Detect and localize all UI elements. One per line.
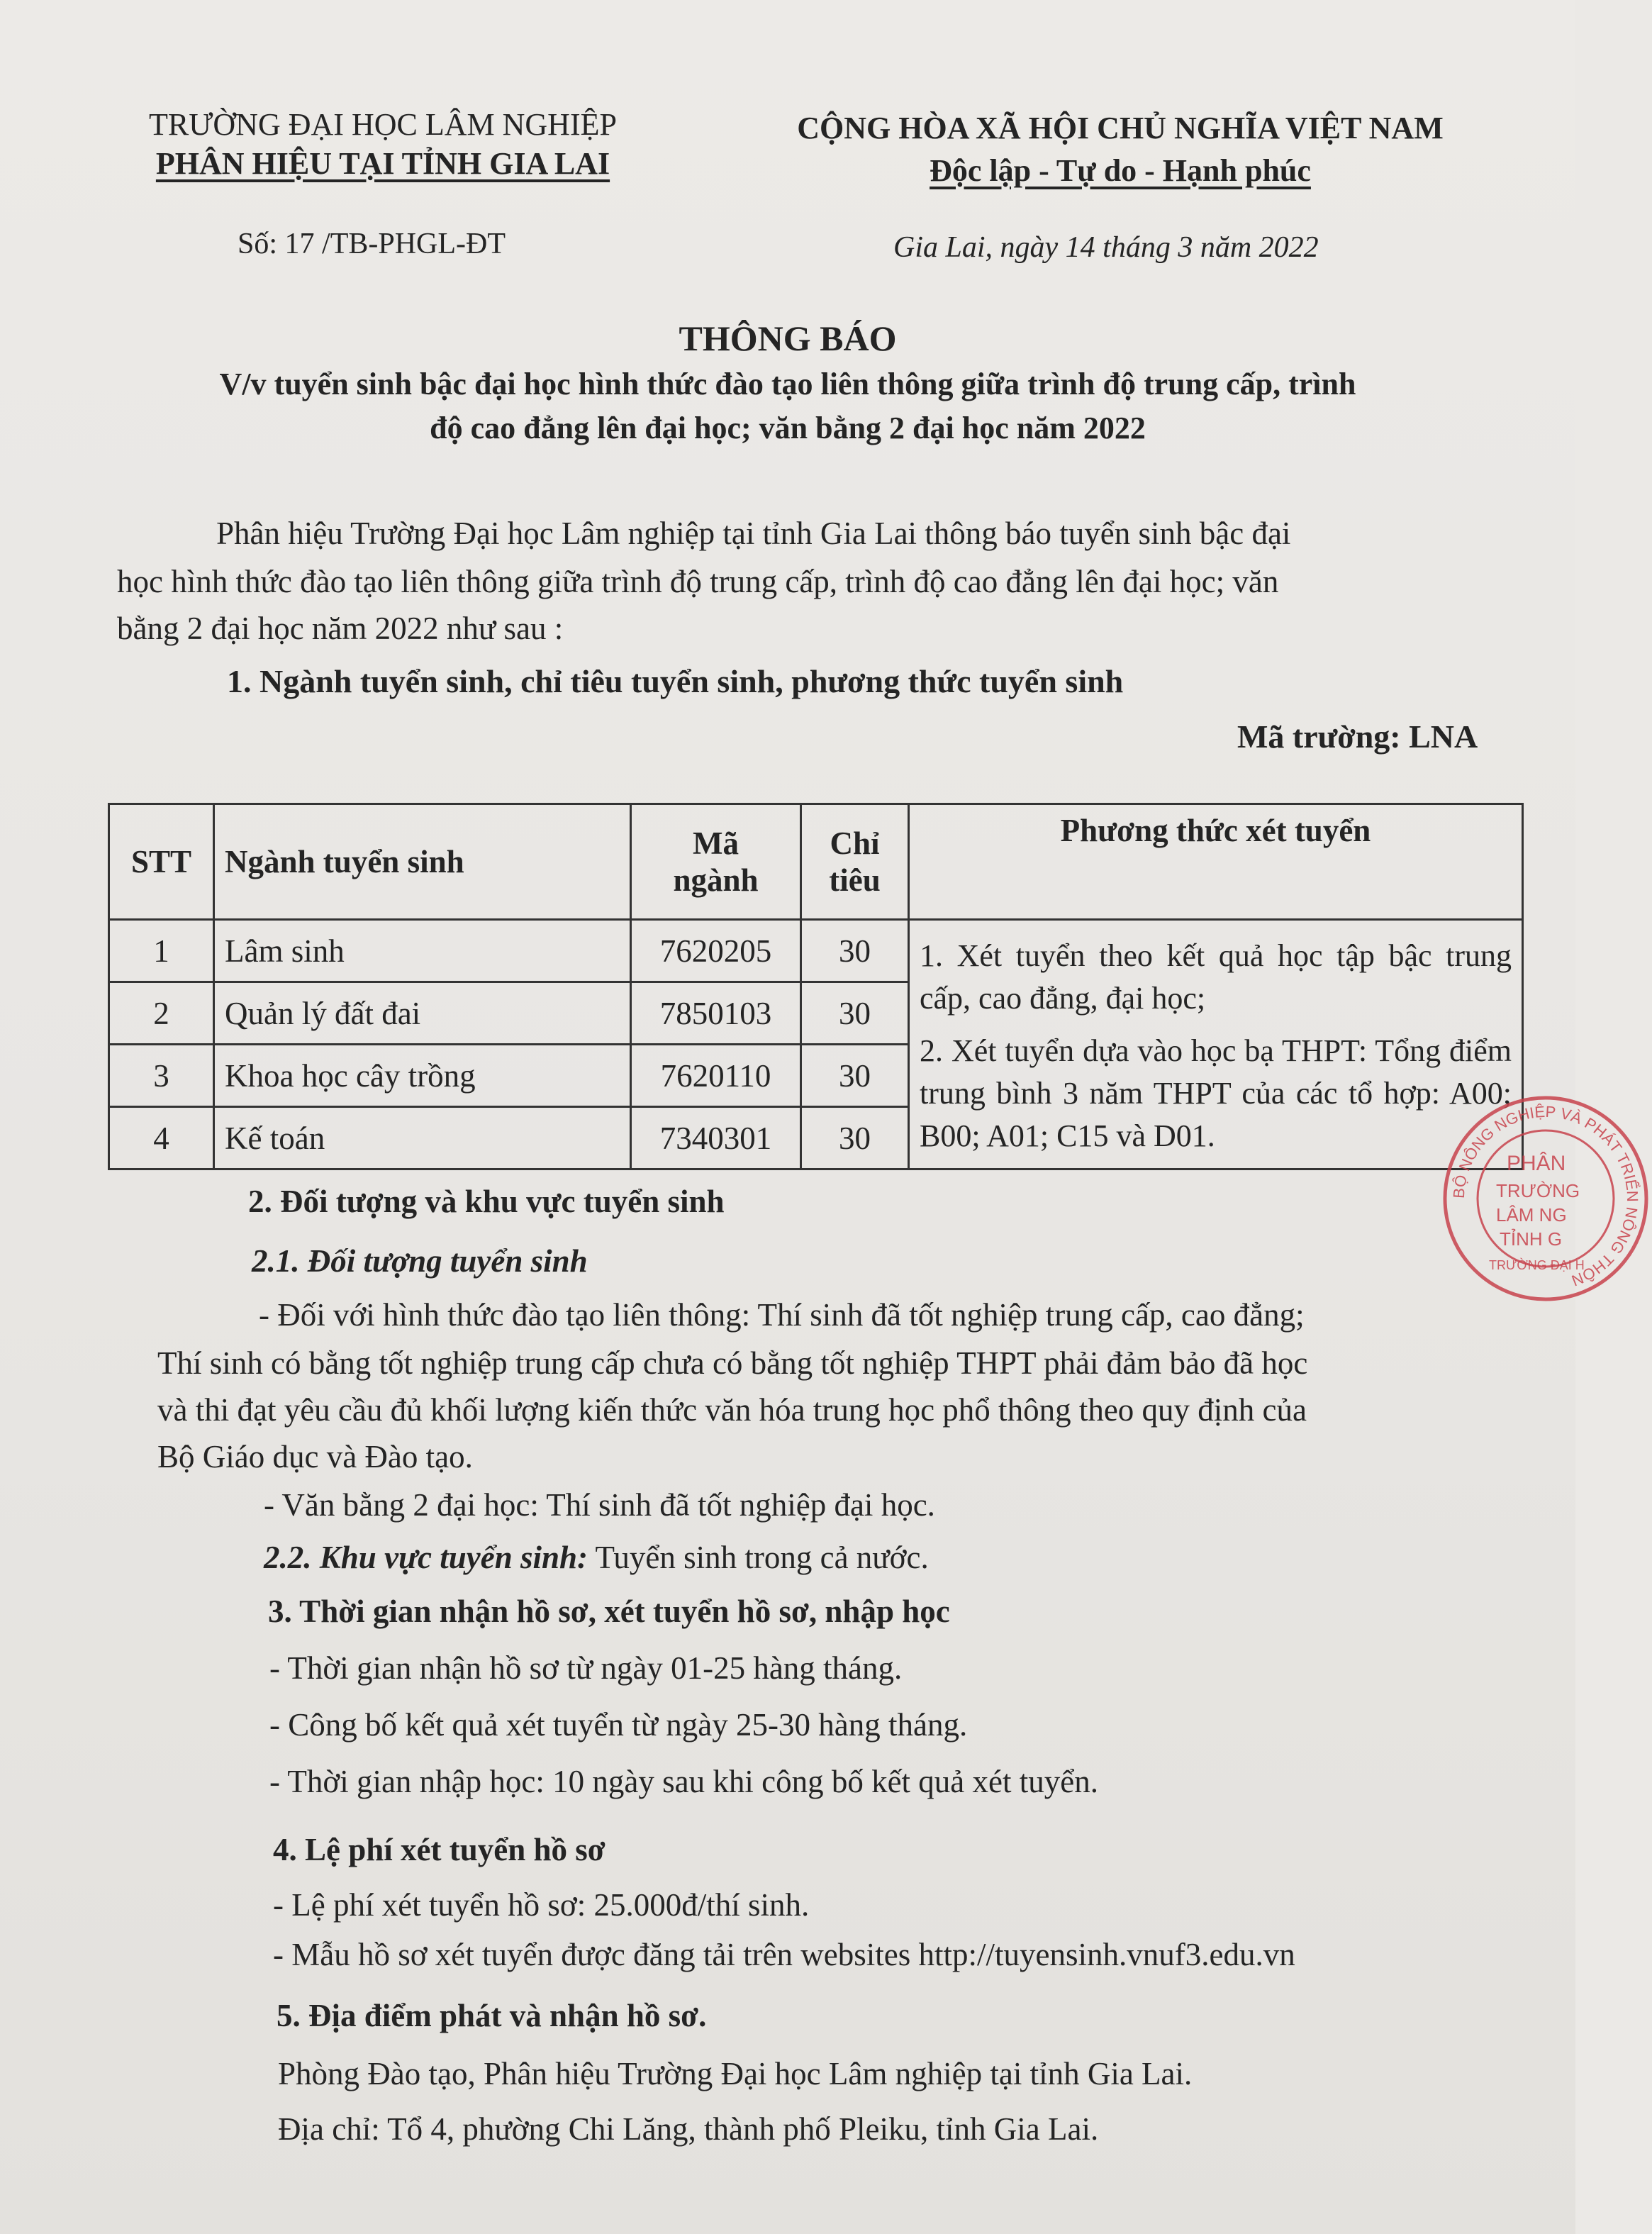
section2-1-line4: Bộ Giáo dục và Đào tạo. (157, 1439, 473, 1474)
section2-1-line3: và thi đạt yêu cầu đủ khối lượng kiến thức văn hóa trung học phổ thông theo quy định của (157, 1392, 1307, 1428)
row-stt: 3 (109, 1045, 214, 1107)
row-major: Kế toán (214, 1107, 631, 1169)
table-row (109, 920, 1523, 982)
section3-item: - Thời gian nhập học: 10 ngày sau khi công bố kết quả xét tuyển. (269, 1764, 1098, 1799)
row-code: 7850103 (631, 982, 801, 1045)
row-quota: 30 (801, 1107, 909, 1169)
section4-item: - Lệ phí xét tuyển hồ sơ: 25.000đ/thí sinh. (273, 1887, 810, 1923)
row-quota: 30 (801, 982, 909, 1045)
header-stt: STT (109, 804, 214, 920)
section5-item: Phòng Đào tạo, Phân hiệu Trường Đại học Lâm nghiệp tại tỉnh Gia Lai. (278, 2056, 1193, 2091)
header-method: Phương thức xét tuyển (909, 804, 1523, 920)
section2-1-line1: - Đối với hình thức đào tạo liên thông: Thí sinh đã tốt nghiệp trung cấp, cao đẳng; (259, 1297, 1305, 1333)
section5-heading: 5. Địa điểm phát và nhận hồ sơ. (277, 1998, 707, 2033)
school-code: Mã trường: LNA (1237, 718, 1478, 755)
notice-title: THÔNG BÁO (679, 318, 897, 358)
row-major: Lâm sinh (214, 920, 631, 982)
row-major: Quản lý đất đai (214, 982, 631, 1045)
row-code: 7620110 (631, 1045, 801, 1107)
header-major: Ngành tuyển sinh (214, 804, 631, 920)
intro-line1: Phân hiệu Trường Đại học Lâm nghiệp tại tỉnh Gia Lai thông báo tuyển sinh bậc đại (216, 516, 1291, 551)
section2-2-line (264, 1533, 929, 1582)
row-code: 7620205 (631, 920, 801, 982)
header-code-line1: Mã (693, 826, 739, 861)
row-code: 7340301 (631, 1107, 801, 1169)
stamp-ring-text: BỘ NÔNG NGHIỆP VÀ PHÁT TRIỂN NÔNG THÔN (1449, 1102, 1642, 1290)
place-date: Gia Lai, ngày 14 tháng 3 năm 2022 (893, 231, 1319, 264)
section4-heading: 4. Lệ phí xét tuyển hồ sơ (273, 1832, 605, 1867)
table-header-row (109, 804, 1523, 920)
stamp-inner-line3: LÂM NG (1496, 1204, 1567, 1226)
section3-item: - Công bố kết quả xét tuyển từ ngày 25-30 hàng tháng. (269, 1707, 968, 1743)
stamp-inner-line1: PHÂN (1507, 1152, 1566, 1175)
official-stamp (1439, 1092, 1652, 1305)
section5-item: Địa chỉ: Tổ 4, phường Chi Lăng, thành phố Pleiku, tỉnh Gia Lai. (278, 2111, 1099, 2147)
stamp-inner-line5: TRƯỜNG ĐẠI H (1489, 1258, 1585, 1272)
row-stt: 4 (109, 1107, 214, 1169)
section4-item: - Mẫu hồ sơ xét tuyển được đăng tải trên websites http://tuyensinh.vnuf3.edu.vn (273, 1937, 1295, 1972)
notice-subject-line1: V/v tuyển sinh bậc đại học hình thức đào tạo liên thông giữa trình độ trung cấp, trình (219, 367, 1356, 401)
intro-line2: học hình thức đào tạo liên thông giữa trình độ trung cấp, trình độ cao đẳng lên đại học; văn (117, 564, 1279, 599)
method-cell (909, 920, 1523, 1169)
org-name-line2: PHÂN HIỆU TẠI TỈNH GIA LAI (155, 146, 610, 181)
nation-motto: Độc lập - Tự do - Hạnh phúc (930, 153, 1311, 188)
header-code-line2: ngành (673, 862, 759, 898)
org-name-line1: TRƯỜNG ĐẠI HỌC LÂM NGHIỆP (149, 107, 617, 142)
row-stt: 1 (109, 920, 214, 982)
section2-2-label: 2.2. Khu vực tuyển sinh: (264, 1540, 588, 1575)
header-quota-line1: Chỉ (830, 826, 880, 861)
document-number: Số: 17 /TB-PHGL-ĐT (238, 228, 506, 260)
section3-item: - Thời gian nhận hồ sơ từ ngày 01-25 hàng tháng. (269, 1650, 903, 1686)
section2-1-heading: 2.1. Đối tượng tuyển sinh (252, 1243, 588, 1279)
method-2: 2. Xét tuyển dựa vào học bạ THPT: Tổng điểm trung bình 3 năm THPT của các tổ hợp: A00; B00; A01; C15 và D01. (920, 1033, 1512, 1153)
row-major: Khoa học cây trồng (214, 1045, 631, 1107)
intro-line3: bằng 2 đại học năm 2022 như sau : (117, 611, 564, 646)
nation-title: CỘNG HÒA XÃ HỘI CHỦ NGHĨA VIỆT NAM (797, 111, 1444, 145)
section1-heading: 1. Ngành tuyển sinh, chỉ tiêu tuyển sinh, phương thức tuyển sinh (227, 663, 1124, 699)
stamp-inner-line4: TỈNH G (1500, 1228, 1563, 1250)
header-quota-line2: tiêu (829, 862, 881, 898)
header-code (631, 804, 801, 920)
stamp-inner-line2: TRƯỜNG (1496, 1180, 1580, 1201)
header-quota (801, 804, 909, 920)
section2-2-value: Tuyển sinh trong cả nước. (588, 1540, 929, 1575)
row-quota: 30 (801, 1045, 909, 1107)
section2-vb2: - Văn bằng 2 đại học: Thí sinh đã tốt nghiệp đại học. (264, 1487, 935, 1523)
section3-heading: 3. Thời gian nhận hồ sơ, xét tuyển hồ sơ, nhập học (268, 1594, 950, 1629)
row-stt: 2 (109, 982, 214, 1045)
row-quota: 30 (801, 920, 909, 982)
admission-table (108, 803, 1524, 1170)
section2-1-line2: Thí sinh có bằng tốt nghiệp trung cấp chưa có bằng tốt nghiệp THPT phải đảm bảo đã học (157, 1345, 1308, 1381)
method-1: 1. Xét tuyển theo kết quả học tập bậc trung cấp, cao đẳng, đại học; (920, 938, 1512, 1016)
notice-subject-line2: độ cao đẳng lên đại học; văn bằng 2 đại học năm 2022 (430, 411, 1146, 445)
section2-heading: 2. Đối tượng và khu vực tuyển sinh (248, 1184, 725, 1219)
